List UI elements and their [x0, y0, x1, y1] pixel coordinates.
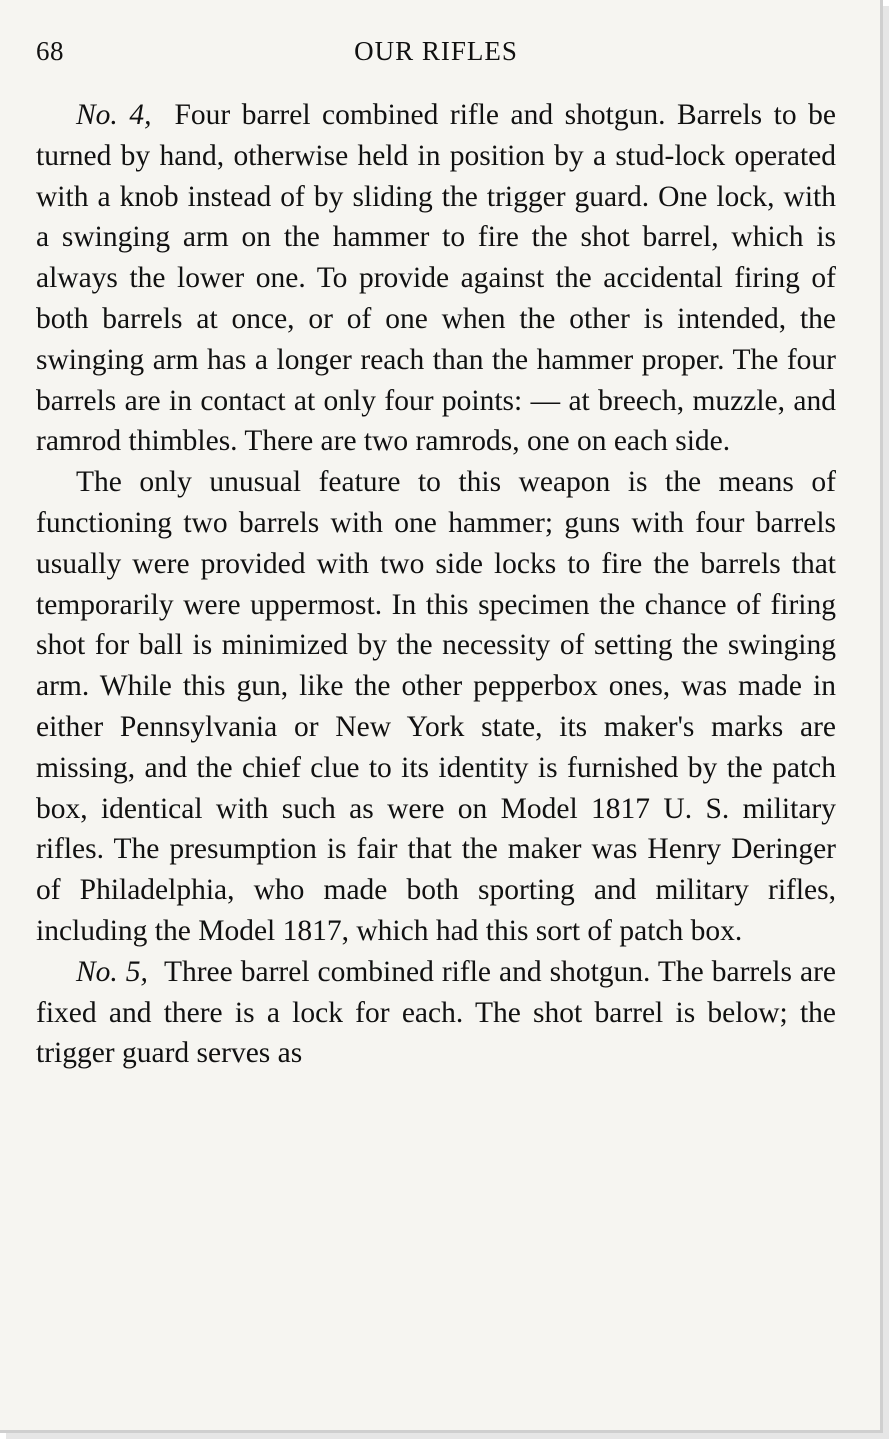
paragraph-text: Three barrel combined rifle and shotgun. The barrels are fixed and there is a lock for each. The shot barrel is below; the trigger guard serves as: [36, 955, 836, 1070]
paragraph-commentary: [36, 462, 836, 952]
paragraph-no-5: [36, 952, 836, 1074]
running-title: OUR RIFLES: [354, 36, 518, 66]
paragraph-text: Four barrel combined rifle and shotgun. Barrels to be turned by hand, otherwise held in position by a stud-lock operated with a knob instead of by sliding the trigger guard. One lock, with a swinging arm on the hammer to fire the shot barrel, which is always the lower one. To provide against the accidental firing of both barrels at once, or of one when the other is intended, the swinging arm has a longer reach than the hammer proper. The four barrels are in contact at only four points: — at breech, muzzle, and ramrod thimbles. There are two ramrods, one on each side.: [36, 99, 836, 458]
item-number-label: No. 5,: [76, 955, 148, 988]
page-header: [36, 36, 836, 70]
body-text: [36, 95, 836, 1074]
item-number-label: No. 4,: [76, 99, 152, 131]
paragraph-text: The only unusual feature to this weapon is the means of functioning two barrels with one hammer; guns with four barrels usually were provided with two side locks to fire the barrels that temporarily were uppermost. In this specimen the chance of firing shot for ball is minimized by the necessity of setting the swinging arm. While this gun, like the other pepperbox ones, was made in either Pennsylvania or New York state, its maker's marks are missing, and the chief clue to its identity is furnished by the patch box, identical with such as were on Model 1817 U. S. military rifles. The presumption is fair that the maker was Henry Deringer of Philadelphia, who made both sporting and military rifles, including the Model 1817, which had this sort of patch box.: [36, 466, 836, 947]
page-number: 68: [36, 36, 64, 66]
paragraph-no-4: [36, 95, 836, 462]
